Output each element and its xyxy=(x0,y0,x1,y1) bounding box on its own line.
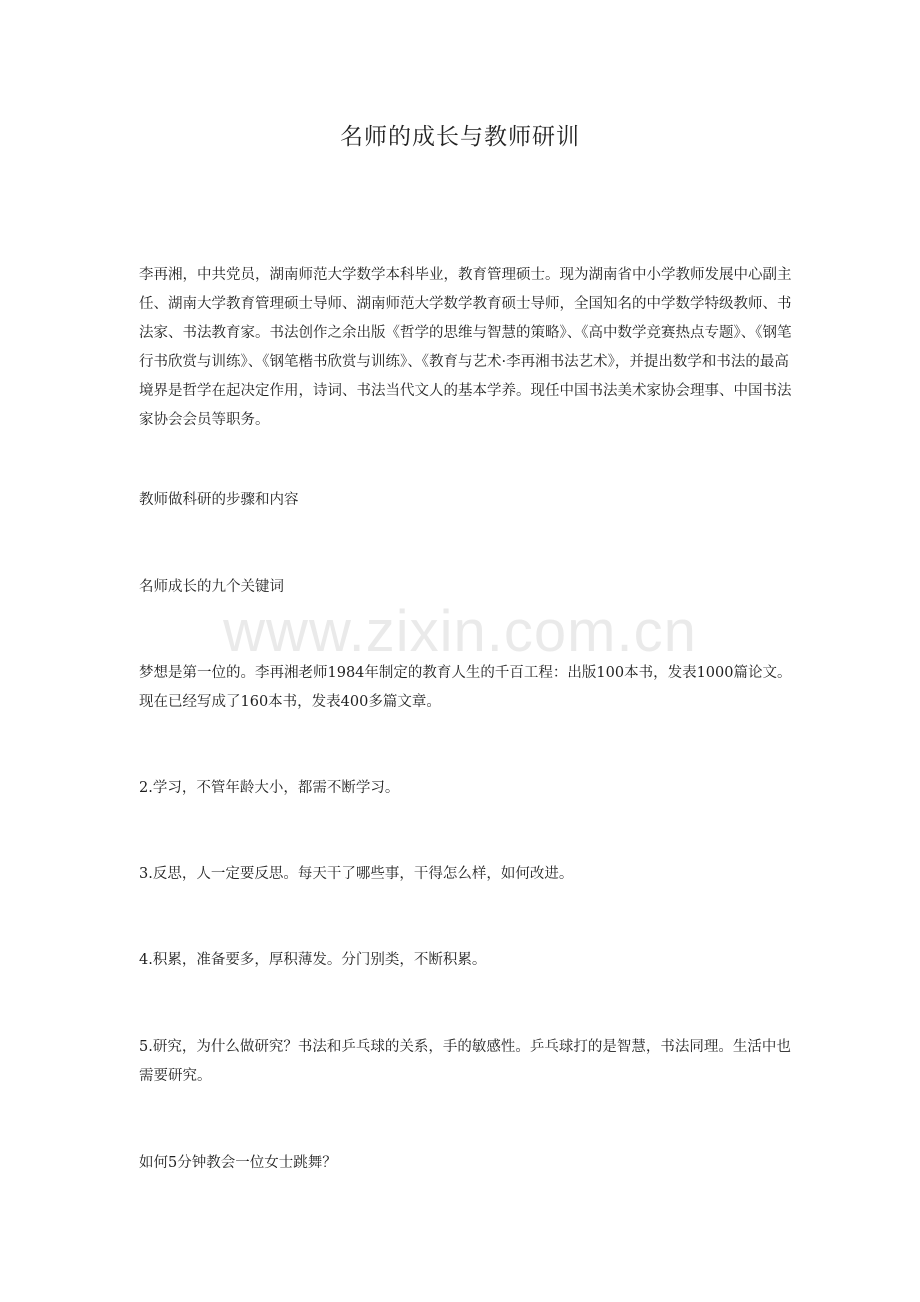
document-title: 名师的成长与教师研训 xyxy=(340,124,580,150)
keyword-research-paragraph: 5.研究，为什么做研究？书法和乒乓球的关系，手的敏感性。乒乓球打的是智慧，书法同理。生活中也需要研究。 xyxy=(139,1039,791,1084)
research-heading: 教师做科研的步骤和内容 xyxy=(139,492,299,508)
keywords-heading: 名师成长的九个关键词 xyxy=(139,579,284,595)
watermark: www.zixin.com.cn xyxy=(223,599,697,664)
keyword-dream-paragraph: 梦想是第一位的。李再湘老师1984年制定的教育人生的千百工程：出版100本书，发表1000篇论文。现在已经写成了160本书，发表400多篇文章。 xyxy=(139,665,792,710)
intro-paragraph: 李再湘，中共党员，湖南师范大学数学本科毕业，教育管理硕士。现为湖南省中小学教师发展中心副主任、湖南大学教育管理硕士导师、湖南师范大学数学教育硕士导师，全国知名的中学数学特级教师、书法家、书法教育家。书法创作之余出版《哲学的思维与智慧的策略》、《高中数学竞赛热点专题》、《钢笔行书欣赏与训练》、《钢笔楷书欣赏与训练》、《教育与艺术·李再湘书法艺术》，并提出数学和书法的最高境界是哲学在起决定作用，诗词、书法当代文人的基本学养。现任中国书法美术家协会理事、中国书法家协会会员等职务。 xyxy=(139,267,792,428)
keyword-reflection-paragraph: 3.反思，人一定要反思。每天干了哪些事，干得怎么样，如何改进。 xyxy=(139,866,574,882)
keyword-accumulation-paragraph: 4.积累，准备要多，厚积薄发。分门别类，不断积累。 xyxy=(139,952,487,968)
keyword-study-paragraph: 2.学习，不管年龄大小，都需不断学习。 xyxy=(139,780,400,796)
dance-question-paragraph: 如何5分钟教会一位女士跳舞？ xyxy=(139,1155,337,1171)
